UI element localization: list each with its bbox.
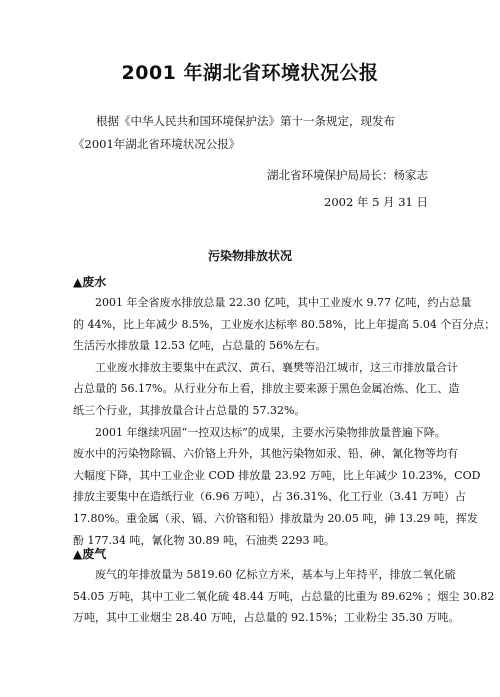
wastewater-line: 排放主要集中在造纸行业（6.96 万吨），占 36.31%、化工行业（3.41 万吨）占	[73, 490, 466, 504]
wastewater-line: 废水中的污染物除镉、六价铬上升外，其他污染物如汞、铅、砷、氰化物等均有	[73, 447, 458, 461]
exhaust-line: 废气的年排放量为 5819.60 亿标立方米，基本与上年持平，排放二氧化硫	[73, 568, 456, 581]
exhaust-body	[73, 564, 495, 629]
signature-line: 湖北省环境保护局局长：杨家志	[267, 168, 428, 182]
wastewater-line: 生活污水排放量 12.53 亿吨，占总量的 56%左右。	[73, 339, 327, 353]
report-title: 2001 年湖北省环境状况公报	[121, 62, 379, 84]
exhaust-heading: ▲废气	[73, 547, 107, 561]
wastewater-line: 17.80%。重金属（汞、镉、六价铬和铅）排放量为 20.05 吨，砷 13.29 吨，挥发	[73, 511, 478, 525]
wastewater-line: 占总量的 56.17%。从行业分布上看，排放主要来源于黑色金属冶炼、化工、造	[73, 382, 460, 396]
exhaust-line: 54.05 万吨，其中工业二氧化硫 48.44 万吨，占总量的比重为 89.62% ；烟尘 30.82	[73, 589, 495, 603]
wastewater-line: 纸三个行业，其排放量合计占总量的 57.32%。	[73, 403, 306, 417]
wastewater-line: 2001 年全省废水排放总量 22.30 亿吨，其中工业废水 9.77 亿吨，约占总量	[73, 296, 472, 309]
intro-paragraph: 根据《中华人民共和国环境保护法》第十一条规定，现发布《2001年湖北省环境状况公报》	[73, 114, 395, 151]
wastewater-body	[73, 292, 496, 551]
wastewater-line: 酚 177.34 吨，氰化物 30.89 吨，石油类 2293 吨。	[73, 533, 335, 547]
wastewater-line: 2001 年继续巩固“一控双达标”的成果，主要水污染物排放量普遍下降。	[73, 425, 446, 439]
publish-date: 2002 年 5 月 31 日	[324, 195, 428, 209]
wastewater-line: 大幅度下降，其中工业企业 COD 排放量 23.92 万吨，比上年减少 10.23%，COD	[73, 468, 481, 482]
wastewater-heading: ▲废水	[73, 275, 107, 289]
exhaust-line: 万吨，其中工业烟尘 28.40 万吨，占总量的 92.15%；工业粉尘 35.30 万吨。	[73, 611, 460, 625]
wastewater-line: 工业废水排放主要集中在武汉、黄石、襄樊等沿江城市，这三市排放量合计	[73, 360, 458, 374]
section-title: 污染物排放状况	[207, 249, 292, 263]
wastewater-line: 的 44%，比上年减少 8.5%，工业废水达标率 80.58%，比上年提高 5.04 个百分点；	[73, 317, 496, 331]
